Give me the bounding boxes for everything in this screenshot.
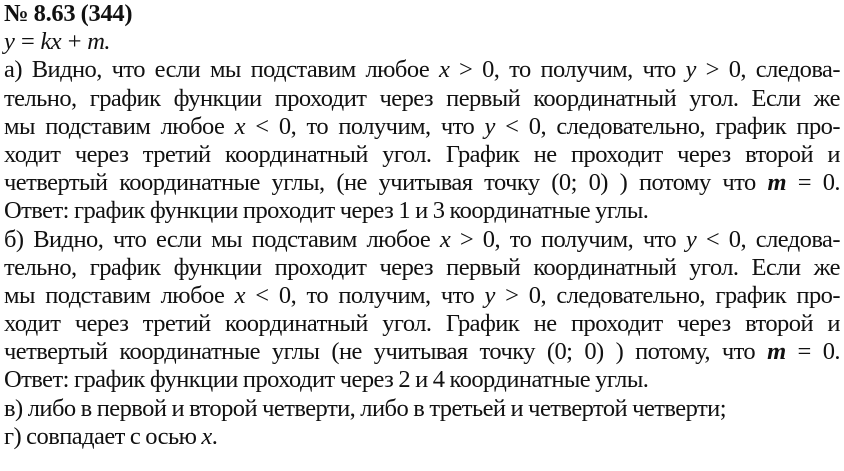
part-g-line: г) совпадает с осью x. [4, 422, 218, 450]
solution-page [4, 0, 840, 451]
part-a-line-5: четвертый координатные углы, (не учитывая точку (0; 0) ) потому что m = 0. [4, 169, 840, 197]
part-v-line: в) либо в первой и второй четверти, либо в третьей и четвертой четверти; [4, 394, 726, 422]
part-b-line-3: мы подставим любое x < 0, то получим, что y > 0, следовательно, график про- [4, 281, 840, 309]
part-b-line-2: тельно, график функции проходит через первый координатный угол. Если же [4, 253, 840, 281]
problem-number: № 8.63 (344) [4, 0, 133, 27]
part-a-line-1: а) Видно, что если мы подставим любое x > 0, то получим, что y > 0, следова- [4, 56, 840, 84]
part-b-line-1: б) Видно, что если мы подставим любое x > 0, то получим, что y < 0, следова- [4, 225, 840, 253]
part-b-answer: Ответ: график функции проходит через 2 и 4 координатные углы. [4, 366, 649, 394]
part-a-line-2: тельно, график функции проходит через первый координатный угол. Если же [4, 84, 840, 112]
part-a-answer: Ответ: график функции проходит через 1 и 3 координатные углы. [4, 197, 649, 225]
part-a-line-3: мы подставим любое x < 0, то получим, что y < 0, следовательно, график про- [4, 112, 840, 140]
part-b-line-5: четвертый координатные углы (не учитывая точку (0; 0) ) потому, что m = 0. [4, 338, 840, 366]
part-b-line-4: ходит через третий координатный угол. График не проходит через второй и [4, 310, 840, 338]
part-a-line-4: ходит через третий координатный угол. График не проходит через второй и [4, 140, 840, 168]
function-formula: y = kx + m. [4, 28, 110, 56]
